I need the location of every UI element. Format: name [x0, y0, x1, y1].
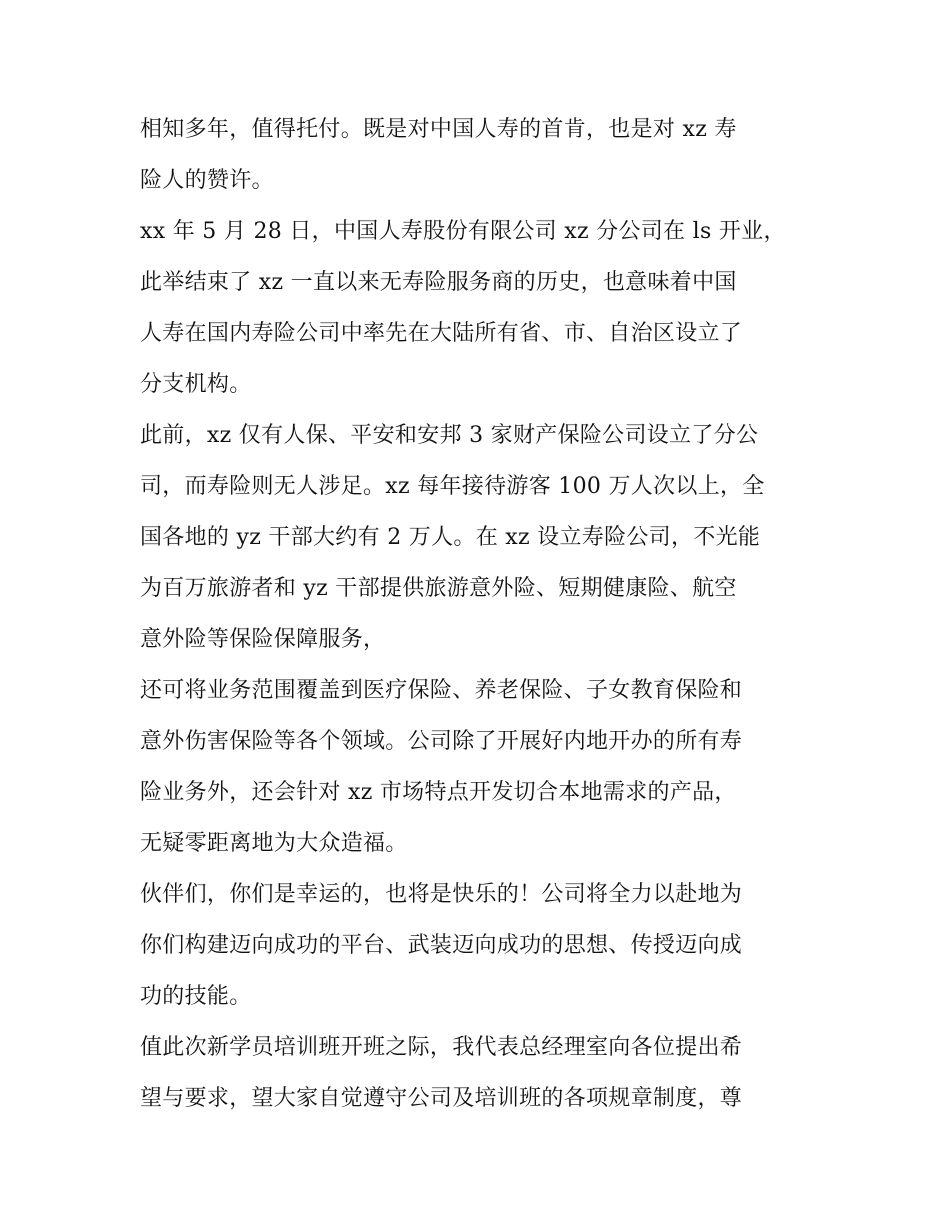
text-line: 功的技能。	[140, 984, 252, 1009]
text-line: 国各地的 yz 干部大约有 2 万人。在 xz 设立寿险公司，不光能	[140, 525, 761, 550]
text-line: 相知多年，值得托付。既是对中国人寿的首肯，也是对 xz 寿	[140, 117, 737, 142]
text-line: 意外险等保险保障服务，	[140, 627, 386, 652]
text-line: 此前，xz 仅有人保、平安和安邦 3 家财产保险公司设立了分公	[140, 423, 759, 448]
text-line: xx 年 5 月 28 日，中国人寿股份有限公司 xz 分公司在 ls 开业，	[140, 219, 786, 244]
text-line: 人寿在国内寿险公司中率先在大陆所有省、市、自治区设立了	[140, 321, 743, 346]
text-line: 你们构建迈向成功的平台、武装迈向成功的思想、传授迈向成	[140, 933, 743, 958]
text-line: 无疑零距离地为大众造福。	[140, 831, 408, 856]
text-line: 此举结束了 xz 一直以来无寿险服务商的历史，也意味着中国	[140, 270, 737, 295]
text-line: 意外伤害保险等各个领域。公司除了开展好内地开办的所有寿	[140, 729, 743, 754]
text-line: 司，而寿险则无人涉足。xz 每年接待游客 100 万人次以上，全	[140, 474, 765, 499]
text-line: 险业务外，还会针对 xz 市场特点开发切合本地需求的产品，	[140, 780, 737, 805]
text-line: 为百万旅游者和 yz 干部提供旅游意外险、短期健康险、航空	[140, 576, 737, 601]
text-line: 值此次新学员培训班开班之际，我代表总经理室向各位提出希	[140, 1035, 743, 1060]
text-line: 还可将业务范围覆盖到医疗保险、养老保险、子女教育保险和	[140, 678, 743, 703]
text-line: 伙伴们，你们是幸运的，也将是快乐的！公司将全力以赴地为	[140, 882, 743, 907]
text-line: 分支机构。	[140, 372, 252, 397]
text-line: 望与要求，望大家自觉遵守公司及培训班的各项规章制度，尊	[140, 1086, 743, 1111]
text-line: 险人的赞许。	[140, 168, 274, 193]
